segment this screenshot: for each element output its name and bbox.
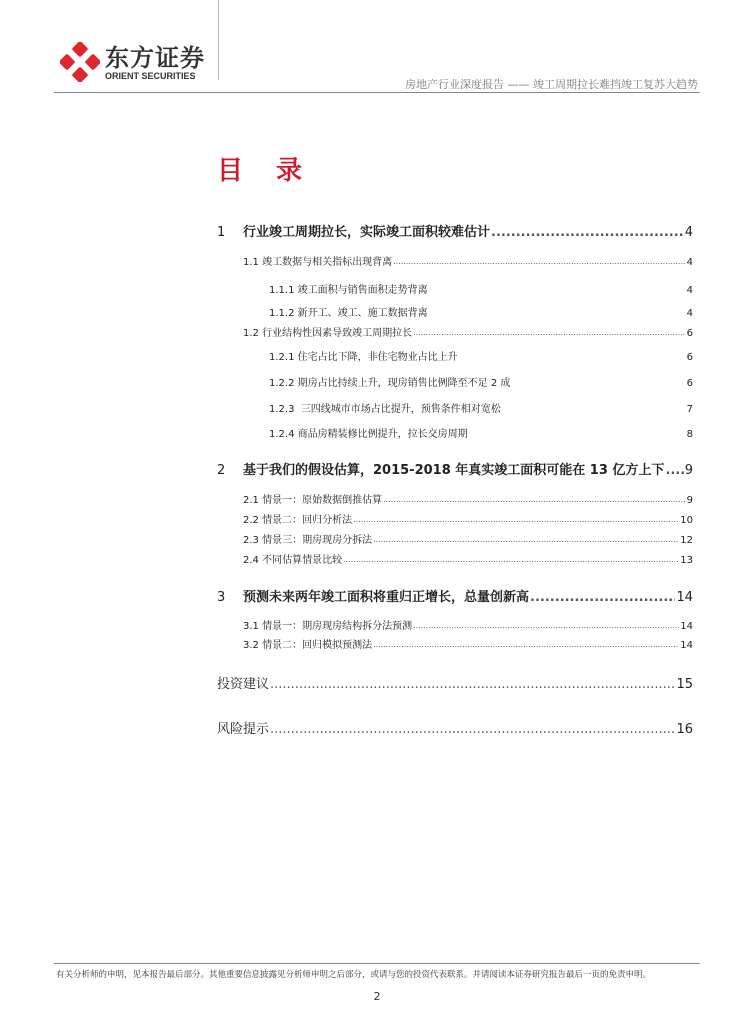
- toc-title: 目 录: [217, 156, 315, 186]
- toc-entry-page: 4: [686, 308, 693, 319]
- logo-mark-icon: [60, 42, 100, 82]
- toc-entry-investment-advice[interactable]: [217, 674, 693, 692]
- toc-entry[interactable]: [217, 460, 693, 478]
- toc-entry[interactable]: [269, 349, 693, 363]
- toc-entry[interactable]: [217, 587, 693, 605]
- toc-entry[interactable]: [243, 532, 693, 546]
- toc-leader-dots: [393, 256, 686, 268]
- toc-entry-number: 1.2.1: [269, 352, 295, 363]
- toc-entry-title: 风险提示: [217, 722, 270, 737]
- toc-entry[interactable]: [243, 512, 693, 526]
- toc-entry-title: 预测未来两年竣工面积将重归正增长，总量创新高: [243, 590, 530, 605]
- toc-entry[interactable]: [243, 552, 693, 566]
- toc-entry-title: 商品房精装修比例提升，拉长交房周期: [297, 429, 468, 440]
- toc-entry-number: 1.2.3: [269, 404, 295, 415]
- toc-entry-page: 4: [684, 225, 693, 240]
- toc-entry-title: 期房占比持续上升，现房销售比例降至不足 2 成: [297, 378, 511, 389]
- logo-english-name: ORIENT SECURITIES: [105, 71, 196, 81]
- toc-entry[interactable]: [243, 325, 693, 339]
- toc-entry-number: 1.1.2: [269, 308, 295, 319]
- logo-chinese-name: 东方证券: [105, 44, 205, 72]
- toc-entry[interactable]: [269, 375, 693, 389]
- toc-entry-risk-warning[interactable]: [217, 719, 693, 737]
- toc-entry-page: 4: [686, 257, 693, 268]
- toc-entry-title: 新开工、竣工、施工数据背离: [297, 308, 428, 319]
- toc-entry-number: 1.1.1: [269, 285, 295, 296]
- toc-entry-number: 2.2: [243, 515, 259, 526]
- toc-entry-page: 12: [680, 535, 693, 546]
- toc-entry-title: 竣工数据与相关指标出现背离: [262, 257, 393, 268]
- toc-entry-title: 不同估算情景比较: [262, 555, 343, 566]
- toc-leader-dots: [353, 514, 679, 526]
- toc-leader-dots: [491, 225, 684, 240]
- toc-entry-number: 3: [217, 590, 226, 605]
- page-number: 2: [373, 990, 381, 1003]
- toc-entry-number: 2.3: [243, 535, 259, 546]
- toc-entry-number: 1: [217, 225, 226, 240]
- toc-entry[interactable]: [269, 426, 693, 440]
- toc-entry-page: 13: [680, 555, 693, 566]
- toc-entry-title: 行业竣工周期拉长，实际竣工面积较难估计: [243, 225, 491, 240]
- toc-leader-dots: [270, 722, 675, 737]
- toc-entry-title: 情景一：原始数据倒推估算: [262, 495, 383, 506]
- toc-entry-number: 1.2: [243, 328, 259, 339]
- toc-entry-page: 6: [686, 378, 693, 389]
- toc-entry[interactable]: [217, 222, 693, 240]
- toc-entry-title: 情景二：回归模拟预测法: [262, 640, 373, 651]
- report-subtitle: 房地产行业深度报告 —— 竣工周期拉长难挡竣工复苏大趋势: [405, 78, 698, 91]
- toc-entry-page: 10: [680, 515, 693, 526]
- toc-entry-title: 三四线城市市场占比提升，预售条件相对宽松: [300, 404, 501, 415]
- toc-entry-page: 14: [680, 621, 693, 632]
- toc-entry-page: 4: [686, 285, 693, 296]
- toc-entry-number: 3.1: [243, 621, 259, 632]
- toc-entry-number: 1.1: [243, 257, 259, 268]
- toc-entry-title: 情景一：期房现房结构拆分法预测: [262, 621, 413, 632]
- toc-leader-dots: [665, 463, 683, 478]
- toc-leader-dots: [413, 327, 686, 339]
- toc-leader-dots: [413, 620, 679, 632]
- toc-entry-title: 投资建议: [217, 677, 270, 692]
- header-divider-line: [218, 0, 219, 80]
- toc-entry-number: 2.4: [243, 555, 259, 566]
- toc-entry-page: 8: [686, 429, 693, 440]
- toc-leader-dots: [270, 677, 675, 692]
- toc-entry-page: 9: [684, 463, 693, 478]
- toc-leader-dots: [343, 554, 679, 566]
- toc-entry-page: 14: [676, 590, 693, 605]
- toc-leader-dots: [373, 639, 679, 651]
- toc-entry[interactable]: [269, 282, 693, 296]
- toc-entry-page: 6: [686, 328, 693, 339]
- toc-entry-title: 情景三：期房现房分拆法: [262, 535, 373, 546]
- toc-entry-title: 住宅占比下降，非住宅物业占比上升: [297, 352, 458, 363]
- toc-entry-title: 基于我们的假设估算，2015-2018 年真实竣工面积可能在 13 亿方上下: [243, 463, 665, 478]
- toc-entry-page: 15: [676, 677, 693, 692]
- toc-entry-title: 竣工面积与销售面积走势背离: [297, 285, 428, 296]
- toc-entry-number: 1.2.4: [269, 429, 295, 440]
- toc-entry-page: 7: [686, 404, 693, 415]
- toc-entry-page: 14: [680, 640, 693, 651]
- toc-leader-dots: [530, 590, 675, 605]
- footer-disclaimer: 有关分析师的申明，见本报告最后部分。其他重要信息披露见分析师申明之后部分，或请与您的投资代表联系。并请阅读本证券研究报告最后一页的免责申明。: [56, 970, 652, 980]
- footer-rule: [54, 963, 700, 964]
- toc-entry[interactable]: [243, 618, 693, 632]
- toc-entry-title: 情景二：回归分析法: [262, 515, 353, 526]
- toc-entry-number: 2: [217, 463, 226, 478]
- company-logo: [60, 30, 210, 82]
- toc-entry[interactable]: [243, 637, 693, 651]
- toc-entry-page: 16: [676, 722, 693, 737]
- toc-entry[interactable]: [243, 254, 693, 268]
- toc-entry[interactable]: [269, 305, 693, 319]
- toc-leader-dots: [373, 534, 679, 546]
- toc-entry-number: 1.2.2: [269, 378, 295, 389]
- toc-leader-dots: [383, 494, 686, 506]
- toc-entry[interactable]: [243, 492, 693, 506]
- toc-entry-page: 6: [686, 352, 693, 363]
- header-rule: [54, 92, 700, 93]
- toc-entry-number: 2.1: [243, 495, 259, 506]
- toc-entry-number: 3.2: [243, 640, 259, 651]
- toc-entry[interactable]: [269, 401, 693, 415]
- toc-entry-title: 行业结构性因素导致竣工周期拉长: [262, 328, 413, 339]
- toc-entry-page: 9: [686, 495, 693, 506]
